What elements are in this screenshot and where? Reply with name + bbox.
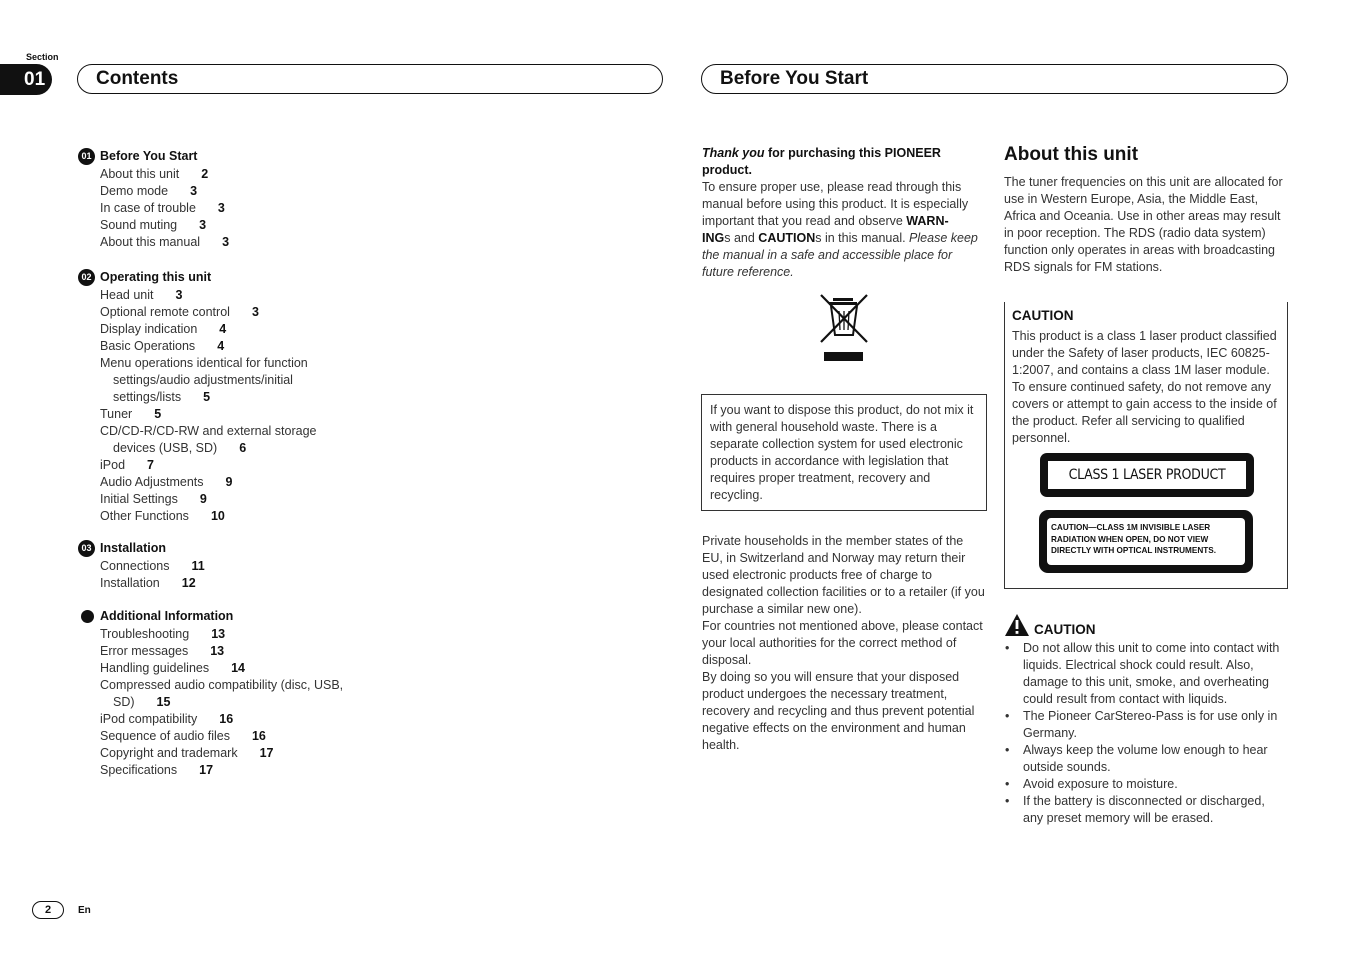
toc-page-number: 2 bbox=[201, 167, 209, 181]
toc-page-number: 12 bbox=[181, 576, 196, 590]
toc-page-number: 4 bbox=[217, 339, 225, 353]
toc-entry[interactable] bbox=[100, 745, 343, 762]
toc-entry-continuation: settings/audio adjustments/initial bbox=[113, 373, 293, 387]
language-label: En bbox=[78, 905, 91, 916]
toc-page-number: 3 bbox=[190, 184, 198, 198]
class1m-laser-label: CAUTION—CLASS 1M INVISIBLE LASER RADIATION WHEN OPEN, DO NOT VIEW DIRECTLY WITH OPTICAL INSTRUMENTS. bbox=[1039, 510, 1253, 573]
section-label: Section bbox=[26, 52, 59, 62]
toc-page-number: 15 bbox=[156, 695, 171, 709]
toc-entry-label: Basic Operations bbox=[100, 339, 196, 353]
about-this-unit-heading: About this unit bbox=[1004, 144, 1139, 165]
toc-entry-label: About this unit bbox=[100, 167, 180, 181]
warning-triangle-icon bbox=[1004, 613, 1030, 637]
toc-entry[interactable] bbox=[100, 711, 343, 728]
toc-entry-label: Head unit bbox=[100, 288, 154, 302]
list-item: • Avoid exposure to moisture. bbox=[1004, 776, 1288, 793]
toc-entry-label: Copyright and trademark bbox=[100, 746, 238, 760]
toc-page-number: 10 bbox=[210, 509, 225, 523]
toc-chapter-heading[interactable] bbox=[78, 267, 317, 287]
class1-laser-label: CLASS 1 LASER PRODUCT bbox=[1040, 453, 1254, 497]
toc-entry-label: Optional remote control bbox=[100, 305, 230, 319]
toc-entry-label: Audio Adjustments bbox=[100, 475, 204, 489]
toc-entry-label: Error messages bbox=[100, 644, 189, 658]
chapter-title: Before You Start bbox=[100, 149, 198, 163]
toc-page-number: 7 bbox=[147, 458, 154, 472]
toc-entry-label: Specifications bbox=[100, 763, 178, 777]
toc-entry[interactable] bbox=[100, 677, 343, 711]
toc-entry[interactable] bbox=[100, 406, 317, 423]
toc-entry[interactable] bbox=[100, 491, 317, 508]
toc-entry-continuation: SD) 15 bbox=[113, 695, 171, 709]
contents-header: Contents bbox=[77, 64, 663, 94]
chapter-title: Additional Information bbox=[100, 609, 234, 623]
toc-page-number: 16 bbox=[251, 729, 266, 743]
toc-entry-label: About this manual bbox=[100, 235, 201, 249]
toc-entry[interactable] bbox=[100, 200, 229, 217]
chapter-badge: 03 bbox=[78, 540, 95, 557]
toc-entry-label: Sequence of audio files bbox=[100, 729, 230, 743]
toc-page-number: 3 bbox=[217, 201, 225, 215]
crossed-out-bin-icon bbox=[818, 292, 870, 364]
section-number-badge: 01 bbox=[0, 64, 52, 95]
toc-entry-label: iPod bbox=[100, 458, 126, 472]
toc-entry[interactable] bbox=[100, 643, 343, 660]
toc-entry-label: In case of trouble bbox=[100, 201, 196, 215]
list-item: • If the battery is disconnected or discharged, any preset memory will be erased. bbox=[1004, 793, 1288, 827]
chapter-badge: 01 bbox=[78, 148, 95, 165]
toc-entry[interactable] bbox=[100, 321, 317, 338]
intro-text: Thank you for purchasing this PIONEER product. To ensure proper use, please read through this manual before using this product. It is especially important that you read and observe WARN- INGs and CAUTIONs in this manual. Please keep the manual in a safe and accessible place for future reference. bbox=[702, 146, 978, 279]
toc-entry-label: Menu operations identical for function bbox=[100, 356, 308, 370]
toc-entry-label: Display indication bbox=[100, 322, 198, 336]
toc-group bbox=[78, 146, 229, 251]
toc-entry-label: Tuner bbox=[100, 407, 133, 421]
toc-page-number: 17 bbox=[259, 746, 274, 760]
toc-entry[interactable] bbox=[100, 762, 343, 779]
toc-entry[interactable] bbox=[100, 183, 229, 200]
toc-page-number: 17 bbox=[199, 763, 214, 777]
toc-entry[interactable] bbox=[100, 217, 229, 234]
toc-entry[interactable] bbox=[100, 166, 229, 183]
toc-page-number: 3 bbox=[222, 235, 230, 249]
toc-entry-label: CD/CD-R/CD-RW and external storage bbox=[100, 424, 317, 438]
toc-page-number: 14 bbox=[231, 661, 246, 675]
list-item: • Do not allow this unit to come into contact with liquids. Electrical shock could result. Also, damage to this unit, smoke, and overheating could result from contact with liquids. bbox=[1004, 640, 1288, 708]
toc-page-number: 3 bbox=[175, 288, 183, 302]
toc-entry[interactable] bbox=[100, 355, 317, 406]
thank-you-text: Thank you bbox=[702, 146, 765, 160]
toc-entry[interactable] bbox=[100, 457, 317, 474]
toc-page-number: 11 bbox=[191, 559, 205, 573]
toc-page-number: 9 bbox=[199, 492, 207, 506]
toc-group bbox=[78, 606, 343, 779]
toc-chapter-heading[interactable] bbox=[78, 538, 205, 558]
toc-entry[interactable] bbox=[100, 660, 343, 677]
toc-entry[interactable] bbox=[100, 474, 317, 491]
toc-entry-label: Connections bbox=[100, 559, 170, 573]
chapter-badge bbox=[81, 610, 94, 623]
toc-page-number: 5 bbox=[203, 390, 211, 404]
toc-page-number: 13 bbox=[210, 644, 225, 658]
toc-entry-continuation: settings/lists 5 bbox=[113, 390, 211, 404]
toc-page-number: 4 bbox=[219, 322, 227, 336]
toc-entry[interactable] bbox=[100, 338, 317, 355]
toc-entry[interactable] bbox=[100, 234, 229, 251]
toc-page-number: 13 bbox=[211, 627, 226, 641]
toc-chapter-heading[interactable] bbox=[78, 606, 343, 626]
toc-entry-label: Handling guidelines bbox=[100, 661, 210, 675]
toc-entry-label: iPod compatibility bbox=[100, 712, 198, 726]
toc-entry-label: Troubleshooting bbox=[100, 627, 190, 641]
toc-page-number: 16 bbox=[219, 712, 234, 726]
toc-entry[interactable] bbox=[100, 287, 317, 304]
disposal-info-box: If you want to dispose this product, do not mix it with general household waste. There is a separate collection system for used electronic products in accordance with legislation that requires proper treatment, recovery and recycling. bbox=[701, 394, 987, 511]
toc-page-number: 6 bbox=[239, 441, 247, 455]
toc-chapter-heading[interactable] bbox=[78, 146, 229, 166]
toc-page-number: 3 bbox=[251, 305, 259, 319]
toc-entry[interactable] bbox=[100, 626, 343, 643]
toc-page-number: 9 bbox=[225, 475, 233, 489]
laser-caution-text: This product is a class 1 laser product classified under the Safety of laser products, IEC 60825-1:2007, and contains a class 1M laser module. To ensure continued safety, do not remove any covers or attempt to gain access to the inside of the product. Refer all servicing to qualified personnel. bbox=[1012, 329, 1277, 445]
toc-entry-continuation: devices (USB, SD) 6 bbox=[113, 441, 247, 455]
toc-entry[interactable] bbox=[100, 423, 317, 457]
laser-caution-box bbox=[1004, 302, 1288, 589]
toc-page-number: 3 bbox=[199, 218, 207, 232]
laser-caution-title: CAUTION bbox=[1012, 308, 1074, 323]
toc-entry[interactable] bbox=[100, 728, 343, 745]
toc-entry[interactable] bbox=[100, 304, 317, 321]
page-number: 2 bbox=[32, 901, 64, 919]
chapter-badge: 02 bbox=[78, 269, 95, 286]
household-disposal-text: Private households in the member states of the EU, in Switzerland and Norway may return their used electronic products free of charge to designated collection facilities or to a retailer (if you purchase a similar new one). For countries not mentioned above, please contact your local authorities for the correct method of disposal. By doing so you will ensure that your disposed product undergoes the necessary treatment, recovery and recycling and thus prevent potential negative effects on the environment and human health. bbox=[702, 534, 985, 752]
caution-bullet-list bbox=[1004, 640, 1288, 827]
toc-entry[interactable] bbox=[100, 558, 205, 575]
toc-entry-label: Initial Settings bbox=[100, 492, 178, 506]
toc-entry-label: Sound muting bbox=[100, 218, 178, 232]
toc-group bbox=[78, 267, 317, 525]
before-you-start-header: Before You Start bbox=[701, 64, 1288, 94]
list-item: • The Pioneer CarStereo-Pass is for use only in Germany. bbox=[1004, 708, 1288, 742]
toc-entry-label: Compressed audio compatibility (disc, USB, bbox=[100, 678, 344, 692]
toc-entry-label: Demo mode bbox=[100, 184, 169, 198]
toc-group bbox=[78, 538, 205, 592]
chapter-title: Installation bbox=[100, 541, 166, 555]
caution-heading: CAUTION bbox=[1034, 622, 1096, 637]
list-item: • Always keep the volume low enough to hear outside sounds. bbox=[1004, 742, 1288, 776]
about-this-unit-text: The tuner frequencies on this unit are allocated for use in Western Europe, Asia, the Middle East, Africa and Oceania. Use in other areas may result in poor reception. The RDS (radio data system) function only operates in areas with broadcasting RDS signals for FM stations. bbox=[1004, 175, 1283, 274]
toc-page-number: 5 bbox=[154, 407, 162, 421]
toc-entry[interactable] bbox=[100, 575, 205, 592]
toc-entry[interactable] bbox=[100, 508, 317, 525]
toc-entry-label: Installation bbox=[100, 576, 160, 590]
chapter-title: Operating this unit bbox=[100, 270, 212, 284]
toc-entry-label: Other Functions bbox=[100, 509, 189, 523]
